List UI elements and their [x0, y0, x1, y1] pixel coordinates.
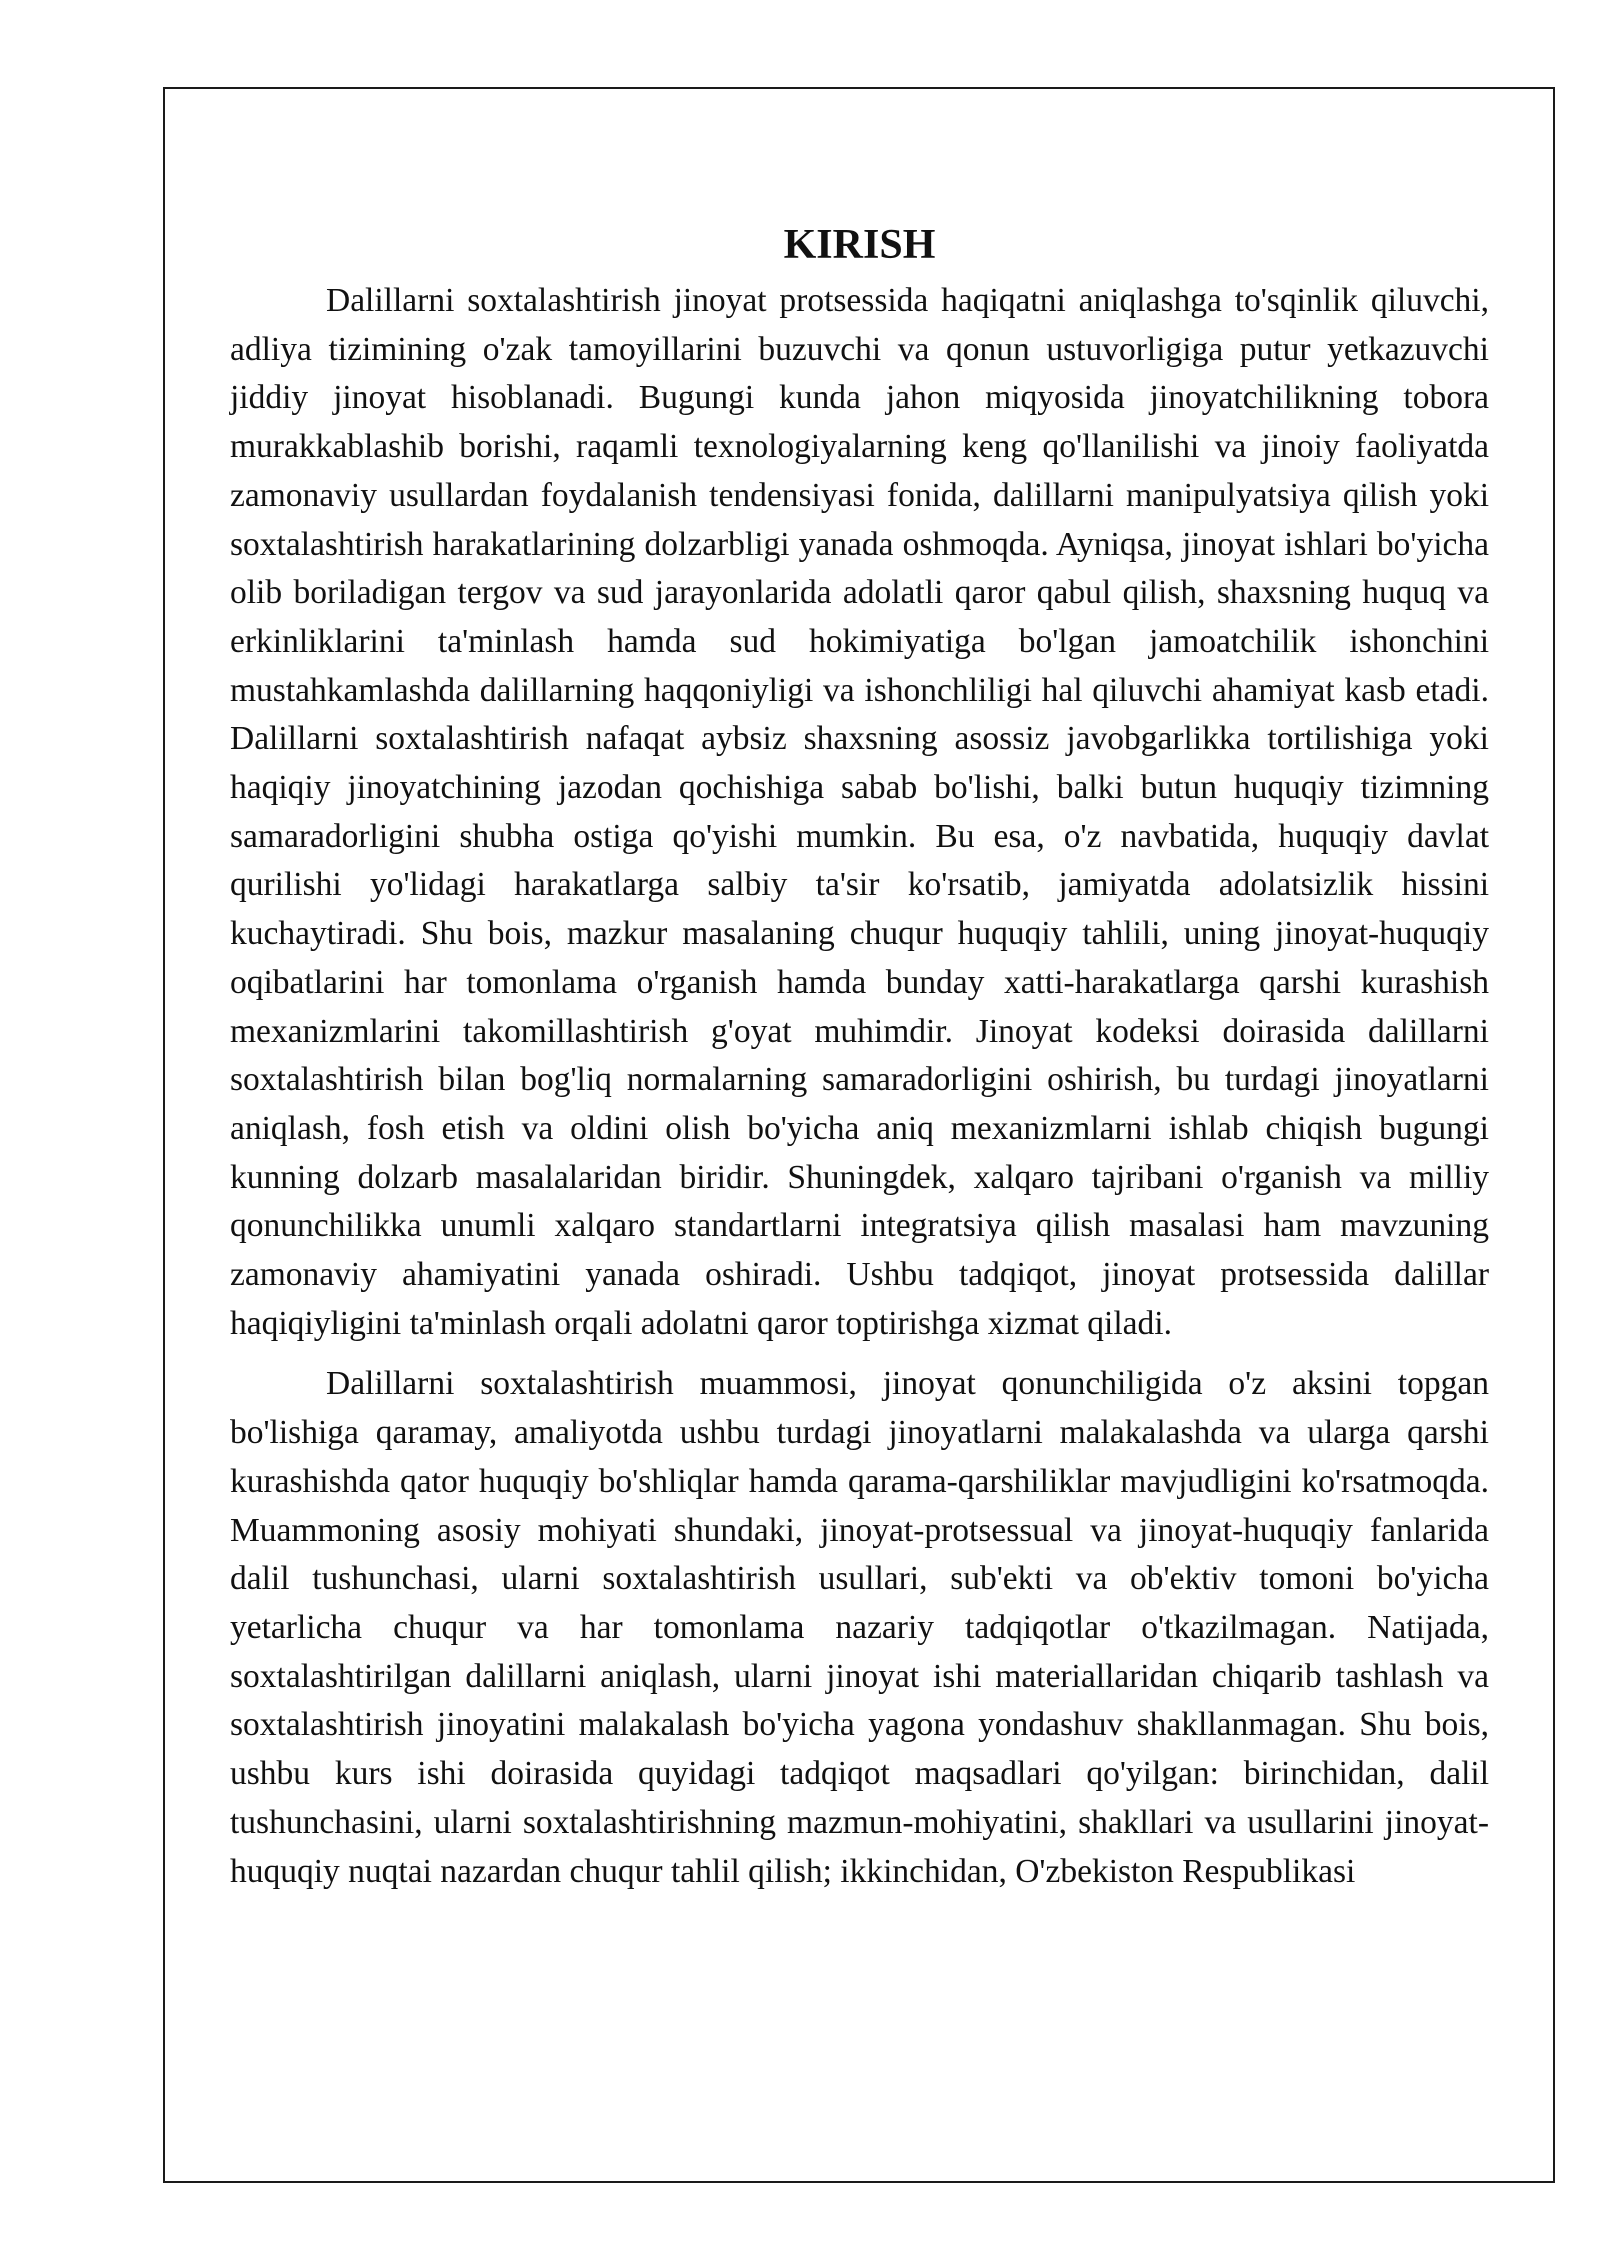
paragraph-2: Dalillarni soxtalashtirish muammosi, jinoyat qonunchiligida o'z aksini topgan bo'lishiga qaramay, amaliyotda ushbu turdagi jinoyatlarni malakalashda va ularga qarshi kurashishda qator huquqiy bo'shliqlar hamda qarama-qarshiliklar mavjudligini ko'rsatmoqda. Muammoning asosiy mohiyati shundaki, jinoyat-protsessual va jinoyat-huquqiy fanlarida dalil tushunchasi, ularni soxtalashtirish usullari, sub'ekti va ob'ektiv tomoni bo'yicha yetarlicha chuqur va har tomonlama nazariy tadqiqotlar o'tkazilmagan. Natijada, soxtalashtirilgan dalillarni aniqlash, ularni jinoyat ishi materiallaridan chiqarib tashlash va soxtalashtirish jinoyatini malakalash bo'yicha yagona yondashuv shakllanmagan. Shu bois, ushbu kurs ishi doirasida quyidagi tadqiqot maqsadlari qo'yilgan: birinchidan, dalil tushunchasini, ularni soxtalashtirishning mazmun-mohiyatini, shakllari va usullarini jinoyat-huquqiy nuqtai nazardan chuqur tahlil qilish; ikkinchidan, O'zbekiston Respublikasi — [230, 1365, 1489, 1890]
section-heading: KIRISH — [783, 222, 936, 268]
paragraph-1: Dalillarni soxtalashtirish jinoyat protsessida haqiqatni aniqlashga to'sqinlik qiluvchi, adliya tizimining o'zak tamoyillarini buzuvchi va qonun ustuvorligiga putur yetkazuvchi jiddiy jinoyat hisoblanadi. Bugungi kunda jahon miqyosida jinoyatchilikning tobora murakkablashib borishi, raqamli texnologiyalarning keng qo'llanilishi va jinoiy faoliyatda zamonaviy usullardan foydalanish tendensiyasi fonida, dalillarni manipulyatsiya qilish yoki soxtalashtirish harakatlarining dolzarbligi yanada oshmoqda. Ayniqsa, jinoyat ishlari bo'yicha olib boriladigan tergov va sud jarayonlarida adolatli qaror qabul qilish, shaxsning huquq va erkinliklarini ta'minlash hamda sud hokimiyatiga bo'lgan jamoatchilik ishonchini mustahkamlashda dalillarning haqqoniyligi va ishonchliligi hal qiluvchi ahamiyat kasb etadi. Dalillarni soxtalashtirish nafaqat aybsiz shaxsning asossiz javobgarlikka tortilishiga yoki haqiqiy jinoyatchining jazodan qochishiga sabab bo'lishi, balki butun huquqiy tizimning samaradorligini shubha ostiga qo'yishi mumkin. Bu esa, o'z navbatida, huquqiy davlat qurilishi yo'lidagi harakatlarga salbiy ta'sir ko'rsatib, jamiyatda adolatsizlik hissini kuchaytiradi. Shu bois, mazkur masalaning chuqur huquqiy tahlili, uning jinoyat-huquqiy oqibatlarini har tomonlama o'rganish hamda bunday xatti-harakatlarga qarshi kurashish mexanizmlarini takomillashtirish g'oyat muhimdir. Jinoyat kodeksi doirasida dalillarni soxtalashtirish bilan bog'liq normalarning samaradorligini oshirish, bu turdagi jinoyatlarni aniqlash, fosh etish va oldini olish bo'yicha aniq mexanizmlarni ishlab chiqish bugungi kunning dolzarb masalalaridan biridir. Shuningdek, xalqaro tajribani o'rganish va milliy qonunchilikka unumli xalqaro standartlarni integratsiya qilish masalasi ham mavzuning zamonaviy ahamiyatini yanada oshiradi. Ushbu tadqiqot, jinoyat protsessida dalillar haqiqiyligini ta'minlash orqali adolatni qaror toptirishga xizmat qiladi. — [230, 282, 1489, 1342]
document-body — [230, 215, 1489, 1896]
